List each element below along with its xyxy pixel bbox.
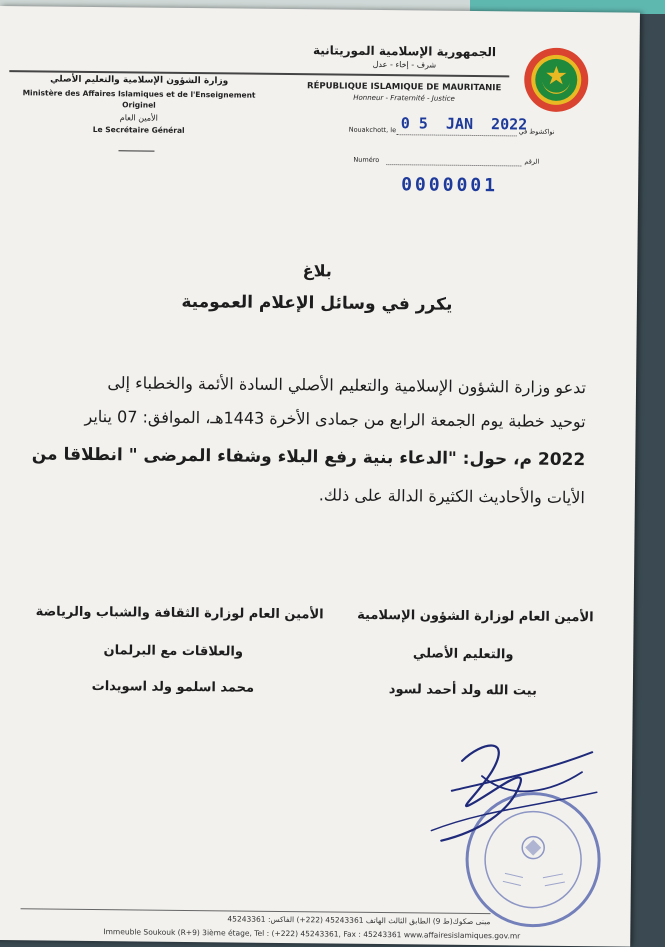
footer-address-ar: مبنى صكوك(ط 9) الطابق الثالث الهاتف 45243361 (222+) الفاكس: 45243361 [227,914,491,927]
body-line-2: توحيد خطبة يوم الجمعة الرابع من جمادى الأخرة 1443هـ، الموافق: 07 يناير [84,406,586,432]
document-subtitle: يكرر في وسائل الإعلام العمومية [181,291,453,315]
ministry-name-ar: وزارة الشؤون الإسلامية والتعليم الأصلي [50,74,229,87]
ministry-name-fr-2: Originel [122,100,156,110]
date-line [397,134,517,136]
number-label: Numéro [353,155,380,164]
signatory-left-title-2: والعلاقات مع البرلمان [103,643,244,660]
signatory-right-title-2: والتعليم الأصلي [412,646,514,663]
ministry-name-fr-1: Ministère des Affaires Islamiques et de l'Enseignement [22,88,256,100]
motto-ar: شرف - إخاء - عدل [372,59,437,70]
body-line-4: الأيات والأحاديث الكثيرة الدالة على ذلك. [318,485,585,508]
national-emblem-icon [522,45,591,114]
secretary-general-fr: Le Secrétaire Général [92,124,185,135]
signatory-left-title-1: الأمين العام لوزارة الثقافة والشباب والرياضة [35,604,324,623]
number-label-ar: الرقم [524,157,540,166]
place-date-label: Nouakchott, le [348,125,397,135]
number-line [386,164,521,166]
place-date-label-ar: نواكشوط في [518,127,555,136]
number-stamp: 0000001 [401,174,499,197]
signatory-left-name: محمد اسلمو ولد اسويدات [91,678,255,696]
sg-underline [118,150,154,151]
footer-address-fr: Immeuble Soukouk (R+9) 3ième étage, Tel : (+222) 45243361, Fax : 45243361 www.affairesislamiques.gov.mr [103,927,521,941]
handwritten-signature [421,730,612,852]
document-page [0,6,640,947]
body-line-3: 2022 م، حول: "الدعاء بنية رفع البلاء وشفاء المرضى " انطلاقا من [31,444,586,471]
signatory-right-name: بيت الله ولد أحمد لسود [388,682,537,699]
republic-name-ar: الجمهورية الإسلامية الموريتانية [312,43,497,60]
republic-name-fr: RÉPUBLIQUE ISLAMIQUE DE MAURITANIE [306,81,502,94]
document-title: بلاغ [302,261,332,281]
signatory-right-title-1: الأمين العام لوزارة الشؤون الإسلامية [357,607,594,626]
body-line-1: تدعو وزارة الشؤون الإسلامية والتعليم الأصلي السادة الأئمة والخطباء إلى [107,373,587,398]
date-stamp: 0 5 JAN 2022 [400,114,528,134]
motto-fr: Honneur - Fraternité - Justice [353,93,455,103]
secretary-general-ar: الأمين العام [119,113,158,123]
